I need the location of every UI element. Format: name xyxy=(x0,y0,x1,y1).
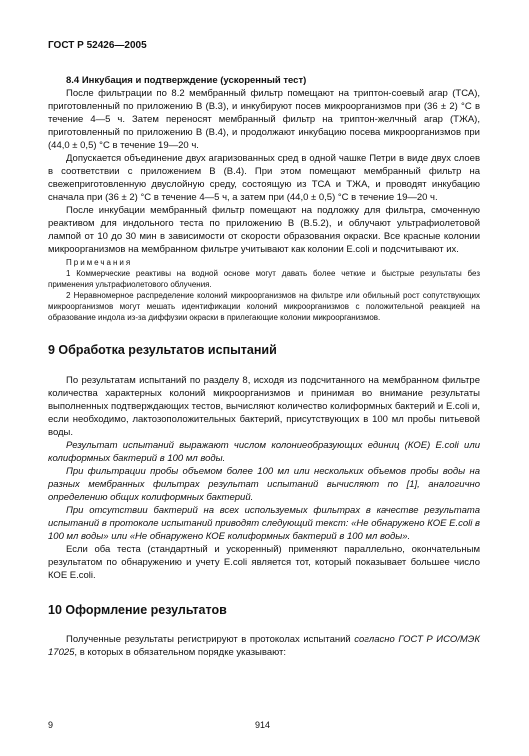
paragraph xyxy=(48,633,480,659)
notes-heading: Примечания xyxy=(66,258,133,267)
paragraph: По результатам испытаний по разделу 8, исходя из подсчитанного на мембранном фильтре количества характерных колоний микроорганизмов и принимая во внимание результаты выполненных подтверждающих тестов, вычисляют количество колиформных бактерий и E.coli и, если необходимо, лактозоположительных бактерий, присутствующих в 100 мл пробы питьевой воды. xyxy=(48,375,480,438)
document-body xyxy=(48,72,480,659)
paragraph: Если оба теста (стандартный и ускоренный) применяют параллельно, окончательным результатом по обнаружению и учету E.coli является тот, который показывает большее число КОЕ E.coli. xyxy=(48,544,480,581)
paragraph: Допускается объединение двух агаризованных сред в одной чашке Петри в виде двух слоев в соответствии с приложением В (В.4). При этом помещают мембранный фильтр на свежеприготовленную двуслойную среду, состоящую из ТСА и ТЖА, и проводят инкубацию сначала при (36 ± 2) °С в течение 4—5 ч, а затем при (44,0 ± 0,5) °С в течение 19—20 ч. xyxy=(48,153,480,203)
subsection-title-8-4: 8.4 Инкубация и подтверждение (ускоренный тест) xyxy=(66,75,307,86)
section-title-9: 9 Обработка результатов испытаний xyxy=(48,343,277,357)
document-header: ГОСТ Р 52426—2005 xyxy=(48,40,147,51)
note-1: 1 Коммерческие реактивы на водной основе могут давать более четкие и быстрые результаты без применения ультрафиолетового облучения. xyxy=(48,269,480,289)
paragraph: После фильтрации по 8.2 мембранный фильтр помещают на триптон-соевый агар (ТСА), приготовленный по приложению В (В.3), и инкубируют посев микроорганизмов при (36 ± 2) °С в течение 4—5 ч. Затем переносят мембранный фильтр на триптон-желчный агар (ТЖА), приготовленный по приложению В (В.4), и продолжают инкубацию посева микроорганизмов при (44,0 ± 0,5) °С в течение 19—20 ч. xyxy=(48,88,480,151)
paragraph-text: , в которых в обязательном порядке указывают: xyxy=(74,647,287,658)
footer-center-number: 914 xyxy=(255,720,271,730)
paragraph-italic: Результат испытаний выражают числом колониеобразующих единиц (КОЕ) E.coli или колиформных бактерий в 100 мл воды. xyxy=(48,440,480,464)
paragraph: После инкубации мембранный фильтр помещают на подложку для фильтра, смоченную реактивом для индольного теста по приложению В (В.5.2), и облучают ультрафиолетовой лампой от 10 до 30 мин в зависимости от скорости образования окраски. Все красные колонии микроорганизмов на мембранном фильтре учитывают как колонии E.coli и подсчитывают их. xyxy=(48,205,480,255)
section-title-10: 10 Оформление результатов xyxy=(48,603,227,617)
page-number: 9 xyxy=(48,720,54,730)
paragraph-text: Полученные результаты регистрируют в протоколах испытаний xyxy=(66,634,355,645)
paragraph-italic: При фильтрации пробы объемом более 100 мл или нескольких объемов пробы воды на разных мембранных фильтрах результат испытаний вычисляют по [1], аналогично определению общих колиформных бактерий. xyxy=(48,466,480,503)
paragraph-italic: При отсутствии бактерий на всех используемых фильтрах в качестве результата испытаний в протоколе испытаний приводят следующий текст: «Не обнаружено КОЕ E.coli в 100 мл воды» или «Не обнаружено КОЕ колиформных бактерий в 100 мл воды». xyxy=(48,505,480,542)
paragraph-text-italic: согласно ГОСТ Р ИСО/МЭК 17025 xyxy=(48,634,480,658)
note-2: 2 Неравномерное распределение колоний микроорганизмов на фильтре или обильный рост сопутствующих микроорганизмов могут мешать идентификации колоний микроорганизмов с положительной реакцией на образование индола из-за диффузии окраски в прилегающие колонии микроорганизмов. xyxy=(48,291,480,322)
